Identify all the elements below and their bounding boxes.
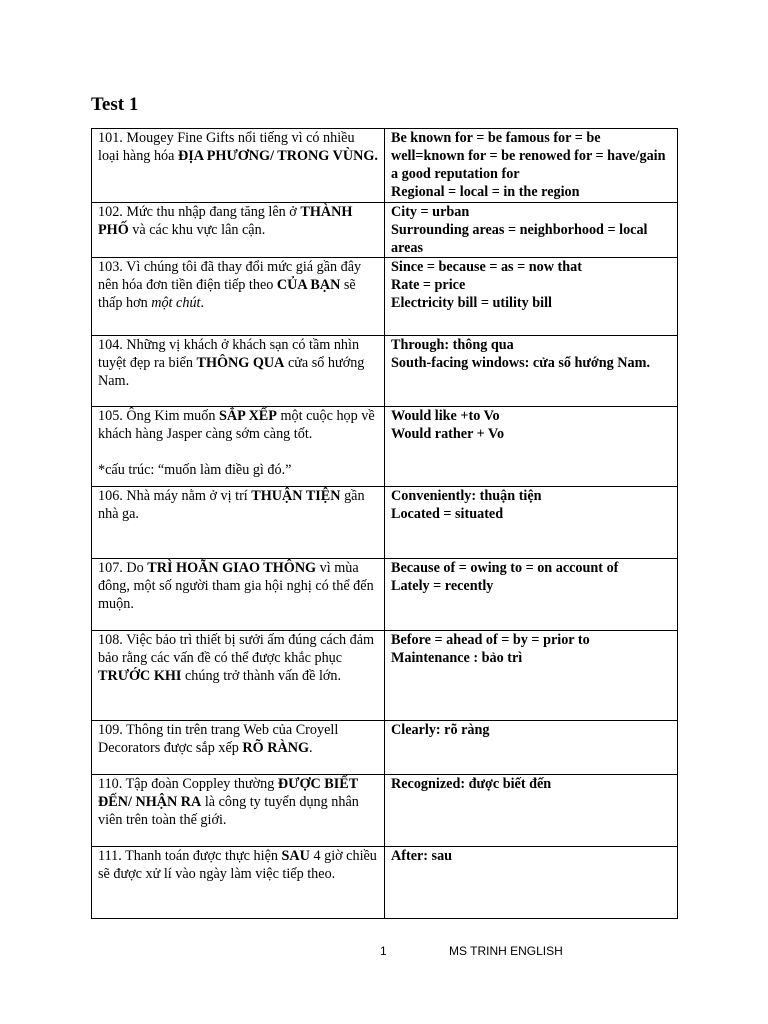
question-text: TRÌ HOÃN GIAO THÔNG [147,560,317,576]
vocabulary-table [91,128,678,919]
question-text: sẽ thấp hơn [98,277,356,311]
table-row [92,129,678,203]
question-text: RÕ RÀNG [242,740,310,756]
question-text: 111. Thanh toán được thực hiện [98,848,282,864]
table-body [92,129,678,919]
answer-cell: Before = ahead of = by = prior to Maintenance : bảo trì [385,631,678,721]
question-text: 102. Mức thu nhập đang tăng lên ở [98,204,301,220]
question-cell [92,775,385,847]
question-text: 4 giờ chiều sẽ được xử lí vào ngày làm việc tiếp theo. [98,848,377,882]
question-text: 106. Nhà máy nằm ở vị trí [98,488,252,504]
question-text: . [309,740,313,756]
question-text: 104. Những vị khách ở khách sạn có tầm nhìn tuyệt đẹp ra biển [98,337,360,371]
answer-cell: After: sau [385,847,678,919]
question-text: một chút [151,295,201,311]
question-text: . [200,295,205,311]
question-text: gần nhà ga. [98,488,365,522]
question-text: TRƯỚC KHI [98,668,182,684]
question-text: cửa sổ hướng Nam. [98,355,365,389]
question-cell [92,407,385,487]
answer-cell: City = urban Surrounding areas = neighborhood = local areas [385,203,678,258]
page-number: 1 [380,944,387,958]
answer-cell: Would like +to Vo Would rather + Vo [385,407,678,487]
question-text: 108. Việc bảo trì thiết bị sưởi ấm đúng cách đảm bảo rằng các vấn đề có thể được khắc phục [98,632,375,666]
table-row [92,407,678,487]
question-text: 105. Ông Kim muốn [98,408,219,424]
question-text: ĐƯỢC BIẾT ĐẾN/ NHẬN RA [98,776,358,810]
question-text: SAU [281,848,310,864]
answer-cell: Through: thông qua South-facing windows: cửa sổ hướng Nam. [385,336,678,407]
table-row [92,559,678,631]
question-text: chúng trở thành vấn đề lớn. [181,668,342,684]
footer-brand: MS TRINH ENGLISH [449,944,563,958]
question-cell [92,258,385,336]
question-cell [92,487,385,559]
question-text: CỦA BẠN [276,277,341,293]
question-cell [92,631,385,721]
question-text: một cuộc họp về khách hàng Jasper càng sớm càng tốt. [98,408,375,442]
page-title: Test 1 [91,94,139,115]
table-row [92,487,678,559]
answer-cell: Be known for = be famous for = be well=known for = be renowed for = have/gain a good reputation for Regional = local = in the region [385,129,678,203]
table-row [92,336,678,407]
answer-cell: Recognized: được biết đến [385,775,678,847]
question-text: và các khu vực lân cận. [128,222,266,238]
table-row [92,203,678,258]
question-cell [92,559,385,631]
question-cell [92,129,385,203]
question-text: SẮP XẾP [219,408,277,424]
table-row [92,721,678,775]
question-cell [92,721,385,775]
table-row [92,847,678,919]
question-text: vì mùa đông, một số người tham gia hội nghị có thể đến muộn. [98,560,374,612]
answer-cell: Conveniently: thuận tiện Located = situated [385,487,678,559]
answer-cell: Because of = owing to = on account of Lately = recently [385,559,678,631]
question-cell [92,847,385,919]
table-row [92,631,678,721]
question-text: 107. Do [98,560,148,576]
question-cell [92,203,385,258]
answer-cell: Clearly: rõ ràng [385,721,678,775]
question-text: THÔNG QUA [196,355,285,371]
question-text: 110. Tập đoàn Coppley thường [98,776,278,792]
question-text: 101. Mougey Fine Gifts nổi tiếng vì có nhiều loại hàng hóa [98,130,355,164]
table-row [92,258,678,336]
question-text: 109. Thông tin trên trang Web của Croyell Decorators được sắp xếp [98,722,339,756]
question-text: *cấu trúc: “muốn làm điều gì đó.” [98,462,292,478]
question-text: là công ty tuyển dụng nhân viên trên toàn thế giới. [98,794,359,828]
answer-cell: Since = because = as = now that Rate = price Electricity bill = utility bill [385,258,678,336]
question-text: ĐỊA PHƯƠNG/ TRONG VÙNG. [177,148,378,164]
question-text: 103. Vì chúng tôi đã thay đổi mức giá gần đây nên hóa đơn tiền điện tiếp theo [98,259,362,293]
question-text: THÀNH PHỐ [98,204,353,238]
question-cell [92,336,385,407]
question-text: THUẬN TIỆN [251,488,341,504]
table-row [92,775,678,847]
